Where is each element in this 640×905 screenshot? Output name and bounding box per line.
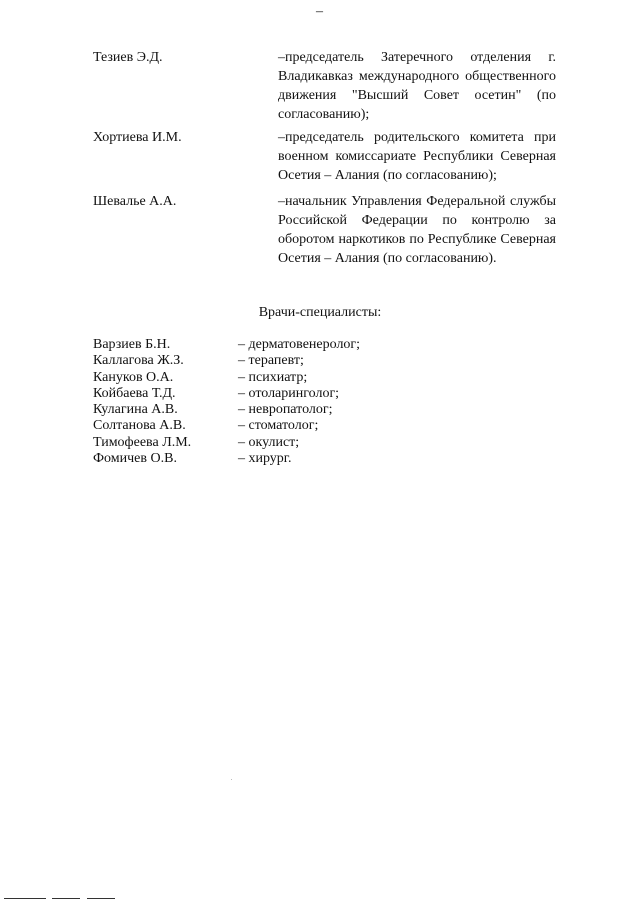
doctor-name: Каллагова Ж.З.	[93, 353, 184, 369]
doctor-name: Кануков О.А.	[93, 369, 174, 385]
doctor-row	[0, 451, 640, 467]
doctors-list	[0, 337, 640, 467]
section-heading-doctors: Врачи-специалисты:	[258, 305, 382, 320]
doctor-row	[0, 370, 640, 386]
doctor-specialty: – хирург.	[238, 451, 292, 467]
doctor-specialty: – окулист;	[238, 434, 300, 450]
doctor-specialty: – терапевт;	[238, 353, 304, 369]
doctor-specialty: – стоматолог;	[238, 418, 319, 434]
doctor-row	[0, 337, 640, 353]
doctor-name: Койбаева Т.Д.	[93, 385, 176, 401]
doctor-name: Кулагина А.В.	[93, 402, 178, 418]
doctor-specialty: – психиатр;	[238, 369, 308, 385]
footer-rule	[4, 898, 46, 899]
member-name: Хортиева И.М.	[93, 130, 182, 145]
doctor-specialty: – отоларинголог;	[238, 385, 340, 401]
doctor-name: Тимофеева Л.М.	[93, 434, 192, 450]
doctor-specialty: – невропатолог;	[238, 402, 333, 418]
page-number-mark: –	[316, 4, 323, 19]
member-name: Шевалье А.А.	[93, 194, 177, 209]
doctor-name: Фомичев О.В.	[93, 451, 177, 467]
scan-speck	[231, 779, 232, 780]
doctor-row	[0, 386, 640, 402]
member-role: –начальник Управления Федеральной службы Российской Федерации по контролю за оборотом наркотиков по Республике Северная Осетия – Алания (по согласованию).	[278, 194, 556, 266]
member-name: Тезиев Э.Д.	[93, 50, 163, 65]
member-role: –председатель родительского комитета при военном комиссариате Республики Северная Осетия – Алания (по согласованию);	[278, 130, 556, 183]
doctor-specialty: – дерматовенеролог;	[238, 337, 361, 352]
footer-rule	[87, 898, 115, 899]
doctor-row	[0, 402, 640, 418]
doctor-row	[0, 418, 640, 434]
member-role: –председатель Затеречного отделения г. Владикавказ международного общественного движения "Высший Совет осетин" (по согласованию);	[278, 50, 556, 122]
footer-rule	[52, 898, 80, 899]
doctor-row	[0, 353, 640, 369]
doctor-row	[0, 435, 640, 451]
doctor-name: Солтанова А.В.	[93, 418, 186, 434]
doctor-name: Варзиев Б.Н.	[93, 337, 171, 352]
